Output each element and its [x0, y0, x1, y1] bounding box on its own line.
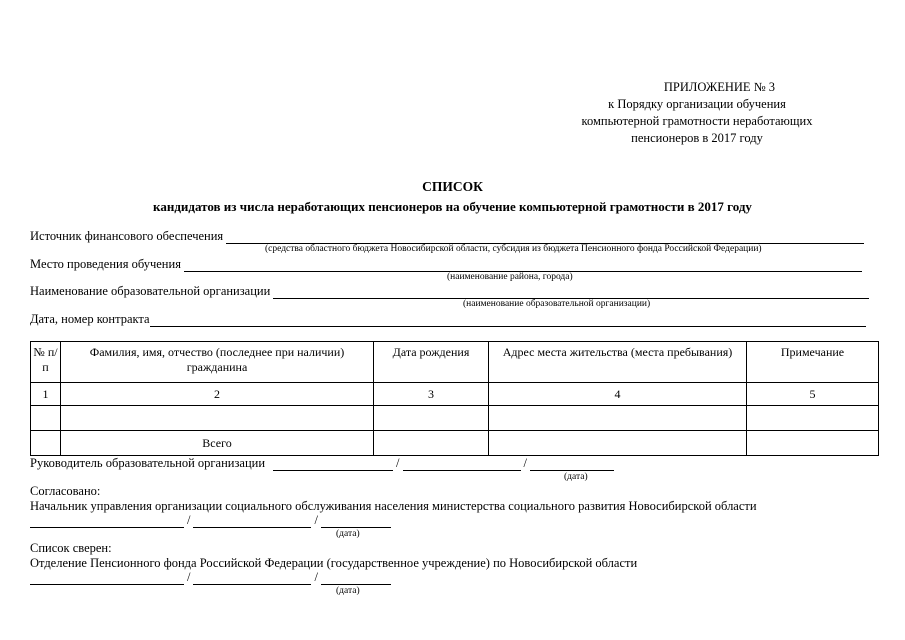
annex-line-2: компьютерной грамотности неработающих	[581, 114, 813, 128]
agreed-position: Начальник управления организации социального обслуживания населения министерства социального развития Новосибирской области	[30, 499, 757, 513]
slash-2: /	[523, 456, 527, 470]
total-cell-number	[31, 431, 61, 456]
head-signature-row	[30, 456, 614, 471]
annex-title: ПРИЛОЖЕНИЕ № 3	[663, 80, 775, 94]
table-number-row	[31, 383, 879, 406]
col-number-5: 5	[747, 383, 879, 406]
org-label: Наименование образовательной организации	[30, 284, 271, 298]
agreed-date-line[interactable]	[321, 515, 391, 528]
document-subtitle: кандидатов из числа неработающих пенсионеров на обучение компьютерной грамотности в 2017 году	[153, 199, 752, 214]
place-hint: (наименование района, города)	[447, 272, 573, 282]
funding-hint: (средства областного бюджета Новосибирской области, субсидия из бюджета Пенсионного фонда Российской Федерации)	[265, 244, 762, 254]
org-field	[30, 284, 869, 299]
cell-note[interactable]	[747, 406, 879, 431]
place-label: Место проведения обучения	[30, 257, 181, 271]
contract-field	[30, 312, 866, 327]
contract-label: Дата, номер контракта	[30, 312, 150, 326]
verified-name-line[interactable]	[193, 572, 311, 585]
slash-5: /	[187, 570, 191, 584]
verified-date-hint: (дата)	[336, 586, 360, 596]
place-field	[30, 257, 862, 272]
col-number-2: 2	[61, 383, 374, 406]
cell-birth-date[interactable]	[374, 406, 489, 431]
total-cell-note[interactable]	[747, 431, 879, 456]
header-note: Примечание	[747, 342, 879, 383]
head-label: Руководитель образовательной организации	[30, 456, 266, 470]
verified-signature-line[interactable]	[30, 572, 184, 585]
slash-4: /	[314, 513, 318, 527]
header-address: Адрес места жительства (места пребывания)	[489, 342, 747, 383]
head-date-hint: (дата)	[564, 472, 588, 482]
total-cell-address[interactable]	[489, 431, 747, 456]
agreed-signature-row	[30, 513, 391, 528]
header-full-name: Фамилия, имя, отчество (последнее при наличии) гражданина	[61, 342, 374, 383]
slash-3: /	[187, 513, 191, 527]
annex-line-1: к Порядку организации обучения	[608, 97, 786, 111]
header-birth-date: Дата рождения	[374, 342, 489, 383]
head-date-line[interactable]	[530, 458, 614, 471]
table-row	[31, 406, 879, 431]
funding-label: Источник финансового обеспечения	[30, 229, 224, 243]
slash-1: /	[396, 456, 400, 470]
agreed-name-line[interactable]	[193, 515, 311, 528]
agreed-signature-line[interactable]	[30, 515, 184, 528]
head-signature-line[interactable]	[273, 458, 393, 471]
cell-number[interactable]	[31, 406, 61, 431]
verified-signature-row	[30, 570, 391, 585]
verified-org: Отделение Пенсионного фонда Российской Федерации (государственное учреждение) по Новосибирской области	[30, 556, 638, 570]
head-name-line[interactable]	[403, 458, 521, 471]
contract-line[interactable]	[150, 314, 866, 327]
cell-full-name[interactable]	[61, 406, 374, 431]
total-label: Всего	[61, 431, 374, 456]
annex-block	[547, 79, 847, 147]
annex-line-3: пенсионеров в 2017 году	[631, 131, 763, 145]
agreed-label: Согласовано:	[30, 484, 101, 498]
table-header-row	[31, 342, 879, 383]
header-number: № п/п	[31, 342, 61, 383]
org-hint: (наименование образовательной организации)	[463, 299, 651, 309]
candidates-table	[30, 341, 879, 456]
col-number-4: 4	[489, 383, 747, 406]
place-line[interactable]	[184, 259, 862, 272]
col-number-3: 3	[374, 383, 489, 406]
funding-field	[30, 229, 864, 244]
table-total-row	[31, 431, 879, 456]
slash-6: /	[314, 570, 318, 584]
verified-label: Список сверен:	[30, 541, 112, 555]
funding-line[interactable]	[226, 231, 864, 244]
org-line[interactable]	[273, 286, 869, 299]
cell-address[interactable]	[489, 406, 747, 431]
verified-date-line[interactable]	[321, 572, 391, 585]
document-title: СПИСОК	[422, 179, 483, 194]
agreed-date-hint: (дата)	[336, 529, 360, 539]
total-cell-birth-date[interactable]	[374, 431, 489, 456]
col-number-1: 1	[31, 383, 61, 406]
